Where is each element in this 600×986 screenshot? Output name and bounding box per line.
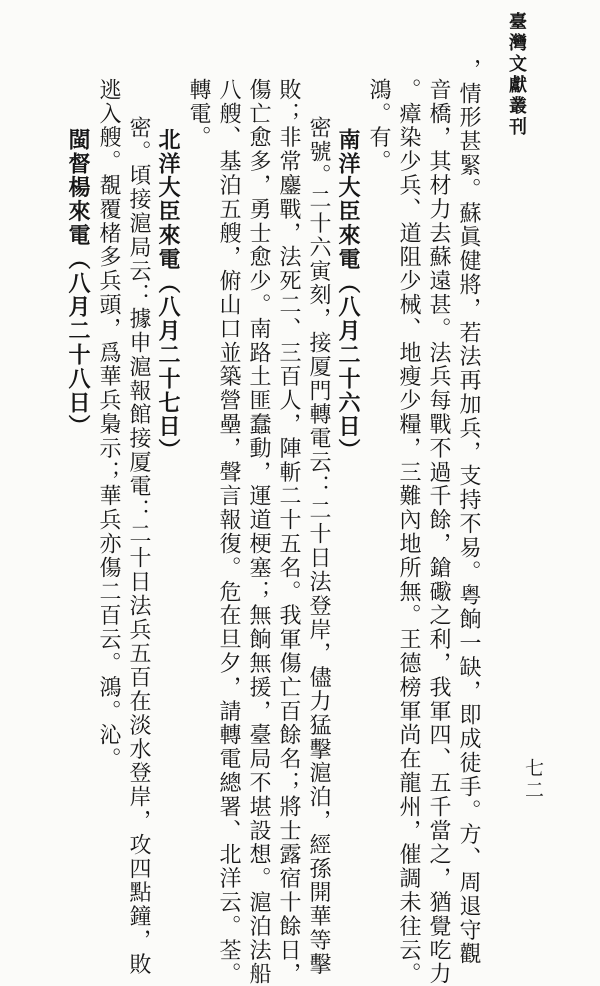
text-column: ，情形甚緊。蘇眞健將，若法再加兵，支持不易。粤餉一缺，即成徒手。方、周退守觀 (456, 58, 481, 967)
text-column: 音橋，其材力去蘇遠甚。法兵每戰不過千餘，鎗礮之利，我軍四、五千當之，猶覺吃力 (426, 78, 451, 986)
text-column: 。瘴染少兵、道阻少械、地瘦少糧，三難內地所無。王德榜軍尚在龍州，催調未往云。 (396, 78, 421, 986)
text-column: 鴻。有。 (366, 78, 391, 174)
section-title: 閩督楊來電（八月二十八日） (65, 128, 91, 439)
text-column: 敗；非常鏖戰，法死二、三百人，陣斬二十五名。我軍傷亡百餘名；將士露宿十餘日， (276, 78, 301, 986)
section-title: 南洋大臣來電（八月二十六日） (335, 128, 361, 463)
text-column: 傷亡愈多，勇士愈少。南路土匪蠢動，運道梗塞；無餉無援，臺局不堪設想。滬泊法船 (246, 78, 271, 986)
text-column: 密號。二十六寅刻，接厦門轉電云：二十日法登岸，儘力猛擊滬泊，經孫開華等擊 (306, 116, 331, 977)
page-number: 七二 (522, 758, 544, 802)
section-title: 北洋大臣來電（八月二十七日） (155, 128, 181, 463)
text-column: 八艘、基泊五艘，俯山口並築營壘，聲言報復。危在旦夕，請轉電總署、北洋云。荃。 (216, 78, 241, 986)
text-column: 密。頃接滬局云：據申滬報館接厦電：二十日法兵五百在淡水登岸，攻四點鐘，敗 (126, 116, 151, 977)
text-column: 逃入艘。覩覆楮多兵頭，爲華兵梟示；華兵亦傷二百云。鴻。沁。 (96, 78, 121, 772)
text-column: 轉電。 (186, 78, 211, 150)
series-title: 臺灣文獻叢刊 (506, 12, 527, 138)
